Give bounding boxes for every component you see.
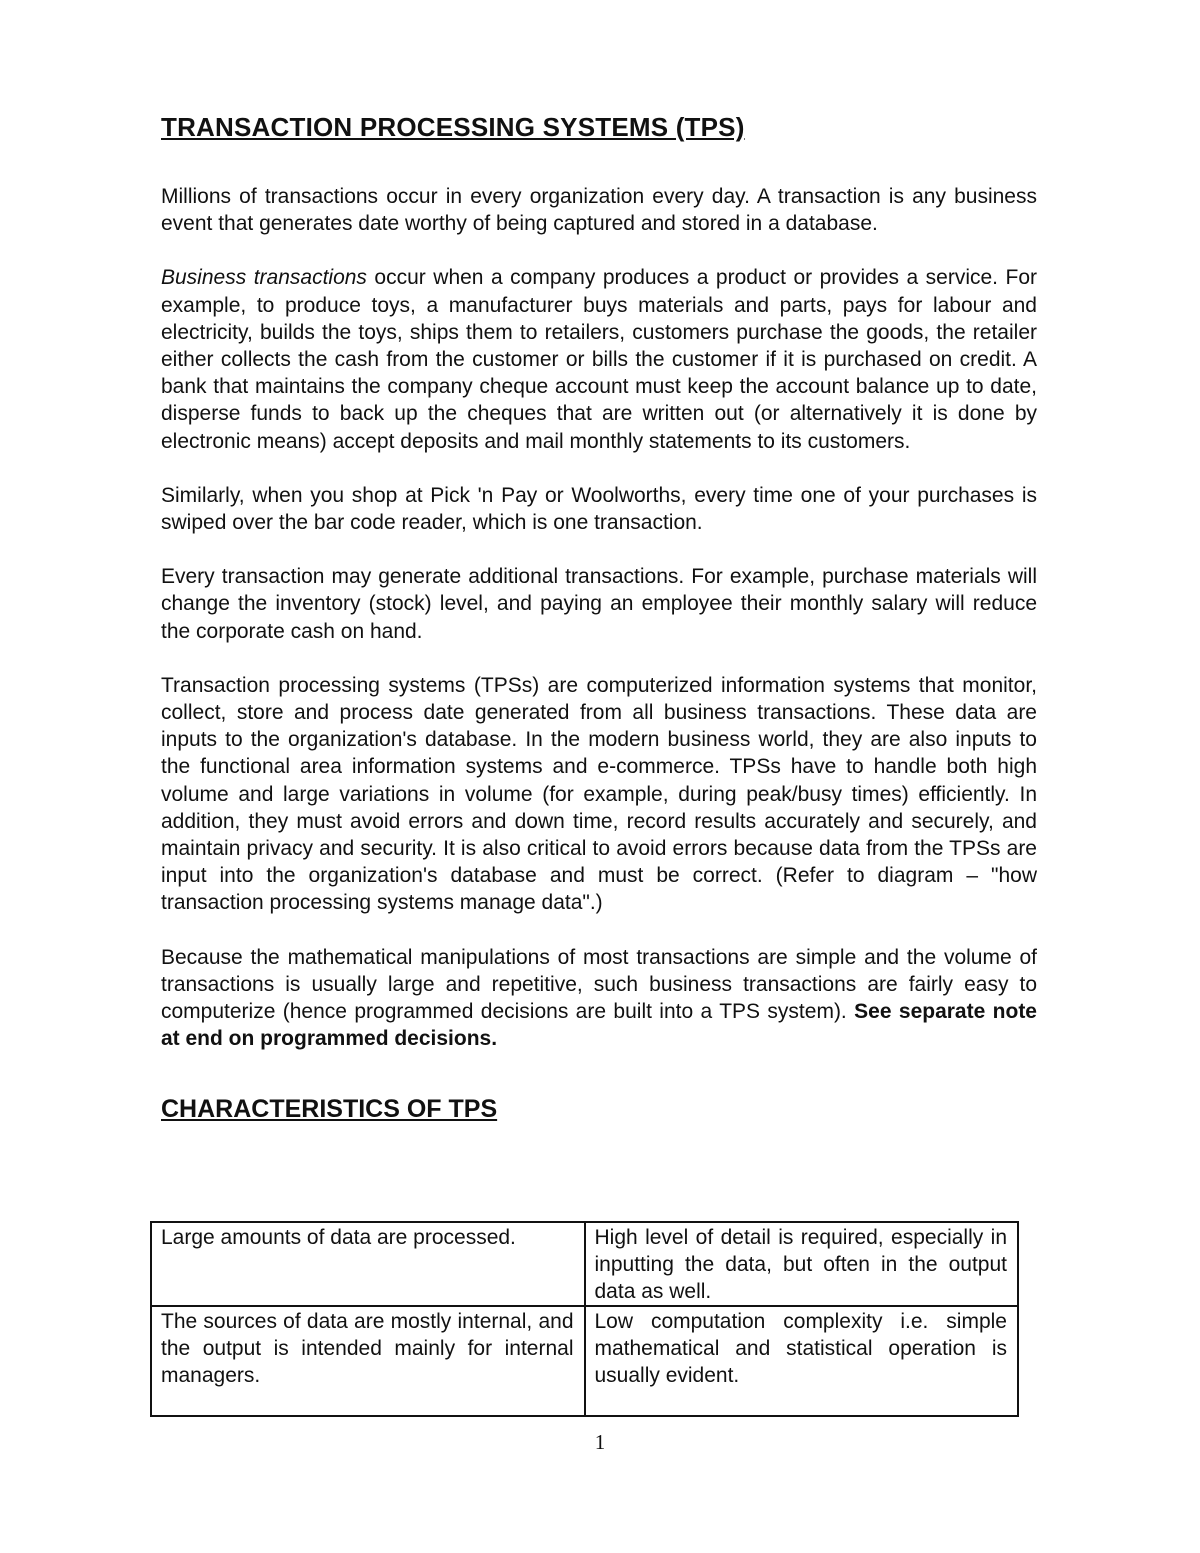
document-title: TRANSACTION PROCESSING SYSTEMS (TPS) [161,112,745,142]
paragraph-business-transactions [161,264,1037,454]
paragraph-tps-definition: Transaction processing systems (TPSs) are computerized information systems that monitor, collect, store and process date generated from all business transactions. These data are inputs to the organization's database. In the modern business world, they are also inputs to the functional area information systems and e-commerce. TPSs have to handle both high volume and large variations in volume (for example, during peak/busy times) efficiently. In addition, they must avoid errors and down time, record results accurately and securely, and maintain privacy and security. It is also critical to avoid errors because data from the TPSs are input into the organization's database and must be correct. (Refer to diagram – "how transaction processing systems manage data".) [161,673,1037,915]
characteristics-heading: CHARACTERISTICS OF TPS [161,1095,498,1124]
document-page [161,112,1037,1153]
page-number: 1 [594,1430,606,1454]
business-transactions-term: Business transactions [161,266,367,290]
programmed-decisions-text: Because the mathematical manipulations of most transactions are simple and the volume of transactions is usually large and repetitive, such business transactions are fairly easy to computerize (hence programmed decisions are built into a TPS system). [161,945,1037,1024]
characteristics-table [150,1221,1019,1417]
table-cell: High level of detail is required, especially in inputting the data, but often in the output data as well. [585,1222,1019,1306]
business-transactions-text: occur when a company produces a product or provides a service. For example, to produce toys, a manufacturer buys materials and parts, pays for labour and electricity, builds the toys, ships them to retailers, customers purchase the goods, the retailer either collects the cash from the customer or bills the customer if it is purchased on credit. A bank that maintains the company cheque account must keep the account balance up to date, disperse funds to back up the cheques that are written out (or alternatively it is done by electronic means) accept deposits and mail monthly statements to its customers. [161,266,1037,453]
table-row [151,1306,1018,1416]
programmed-decisions-note: See separate note at end on programmed decisions. [161,1000,1037,1051]
paragraph-transactions-intro: Millions of transactions occur in every organization every day. A transaction is any business event that generates date worthy of being captured and stored in a database. [161,185,1037,236]
table-row [151,1222,1018,1306]
table-cell: Low computation complexity i.e. simple mathematical and statistical operation is usually evident. [585,1306,1019,1416]
table-cell: Large amounts of data are processed. [151,1222,585,1306]
table-cell: The sources of data are mostly internal, and the output is intended mainly for internal managers. [151,1306,585,1416]
paragraph-programmed-decisions [161,944,1037,1053]
paragraph-shopping-example: Similarly, when you shop at Pick 'n Pay or Woolworths, every time one of your purchases is swiped over the bar code reader, which is one transaction. [161,483,1037,535]
paragraph-additional-transactions: Every transaction may generate additional transactions. For example, purchase materials will change the inventory (stock) level, and paying an employee their monthly salary will reduce the corporate cash on hand. [161,565,1037,643]
